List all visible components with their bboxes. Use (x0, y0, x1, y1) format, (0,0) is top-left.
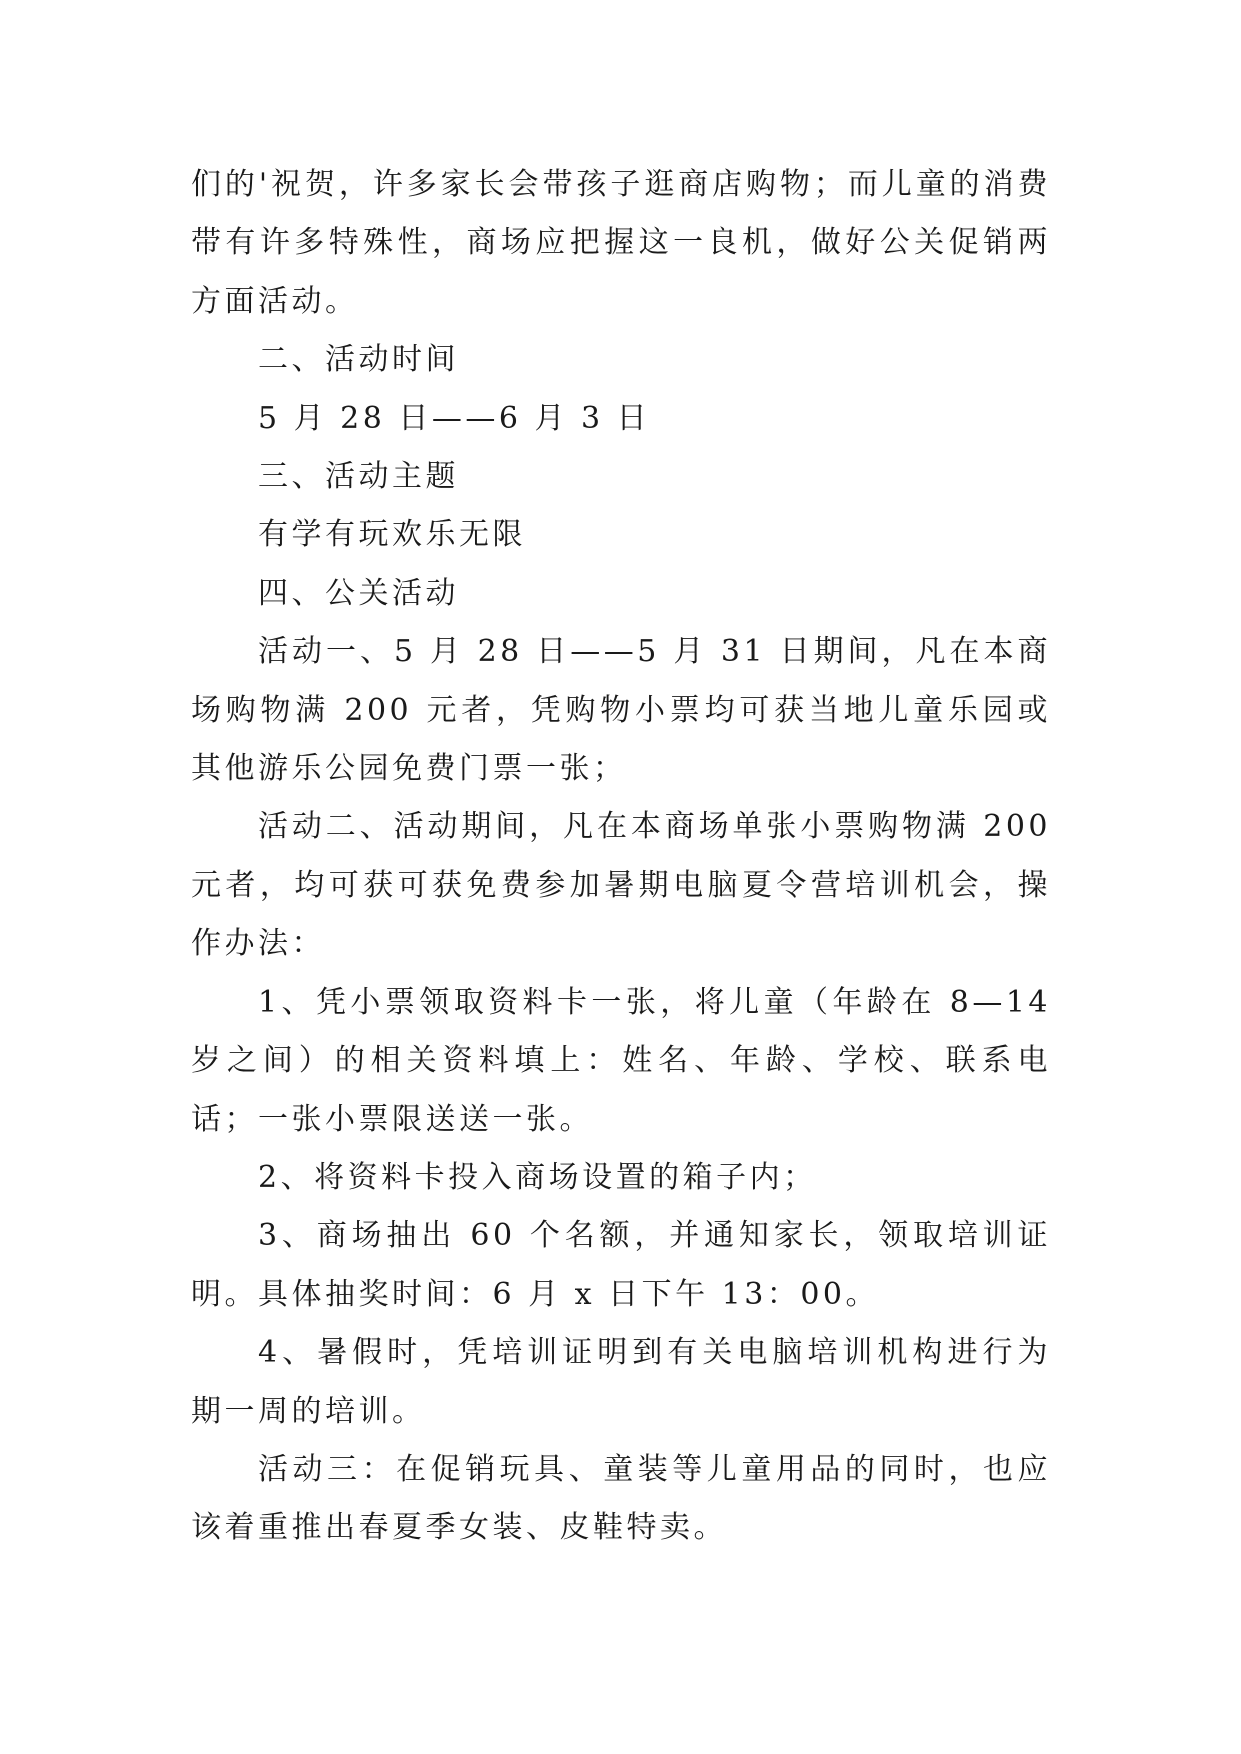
paragraph-step-one: 1、凭小票领取资料卡一张，将儿童（年龄在 8—14 岁之间）的相关资料填上：姓名、年龄、学校、联系电话；一张小票限送送一张。 (191, 984, 1051, 1137)
activity-date-range: 5 月 28 日——6 月 3 日 (258, 400, 651, 436)
paragraph-activity-two: 活动二、活动期间，凡在本商场单张小票购物满 200 元者，均可获可获免费参加暑期电脑夏令营培训机会，操作办法： (191, 809, 1051, 962)
paragraph-step-three: 3、商场抽出 60 个名额，并通知家长，领取培训证明。具体抽奖时间：6 月 x 日下午 13：00。 (191, 1218, 1051, 1312)
heading-activity-time: 二、活动时间 (258, 342, 459, 378)
paragraph-activity-one: 活动一、5 月 28 日——5 月 31 日期间，凡在本商场购物满 200 元者，凭购物小票均可获当地儿童乐园或其他游乐公园免费门票一张； (191, 634, 1051, 787)
paragraph-intro-continuation: 们的'祝贺，许多家长会带孩子逛商店购物；而儿童的消费带有许多特殊性，商场应把握这一良机，做好公关促销两方面活动。 (191, 167, 1051, 319)
paragraph-activity-three: 活动三：在促销玩具、童装等儿童用品的同时，也应该着重推出春夏季女装、皮鞋特卖。 (191, 1451, 1051, 1546)
activity-theme-text: 有学有玩欢乐无限 (258, 517, 526, 553)
paragraph-step-two: 2、将资料卡投入商场设置的箱子内； (258, 1159, 817, 1195)
paragraph-step-four: 4、暑假时，凭培训证明到有关电脑培训机构进行为期一周的培训。 (191, 1335, 1051, 1429)
document-page (191, 156, 1051, 1558)
heading-activity-theme: 三、活动主题 (258, 459, 459, 495)
heading-pr-activities: 四、公关活动 (258, 575, 459, 611)
